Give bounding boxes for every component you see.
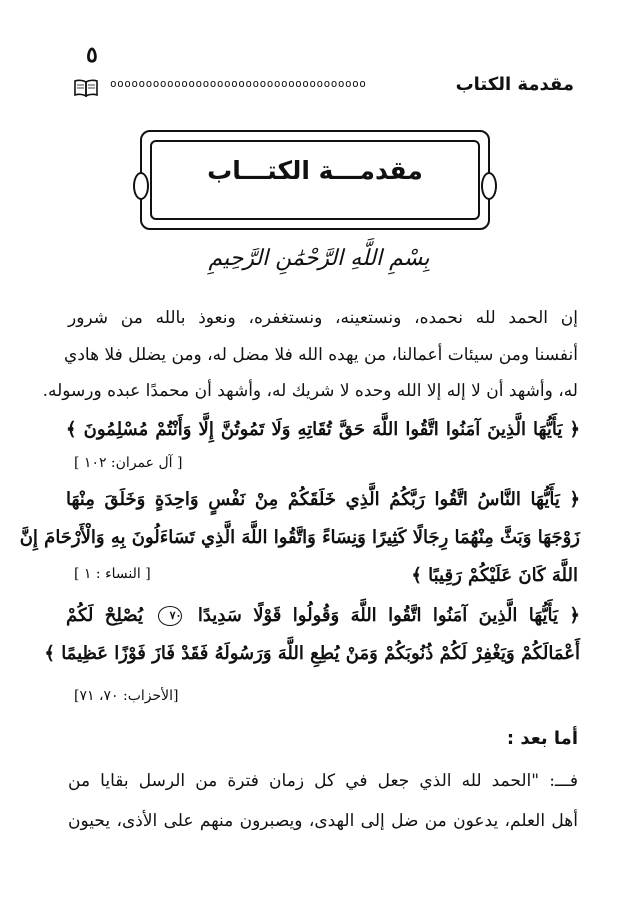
verse-reference-ahzab: [الأحزاب: ٧٠، ٧١] (74, 688, 179, 704)
verse-ahzab-70-line-1 (66, 602, 580, 630)
verse-al-imran-102: ﴿ يَأَيُّهَا الَّذِينَ آمَنُوا اتَّقُوا اللَّهَ حَقَّ تُقَاتِهِ وَلَا تَمُوتُنَّ إِلَّا وَأَنْتُمْ مُسْلِمُونَ ﴾ (66, 419, 580, 440)
verse-reference-al-imran: [ آل عمران: ١٠٢ ] (74, 455, 183, 471)
section-subheading: أما بعد : (506, 728, 578, 749)
running-title: مقدمة الكتاب (455, 74, 574, 95)
verse-ahzab-70-text: ﴿ يَأَيُّهَا الَّذِينَ آمَنُوا اتَّقُوا اللَّهَ وَقُولُوا قَوْلًا سَدِيدًا (197, 605, 580, 626)
verse-nisa-1-line-2: زَوْجَهَا وَبَثَّ مِنْهُمَا رِجَالًا كَثِيرًا وَنِسَاءً وَاتَّقُوا اللَّهَ الَّذِي تَسَاءَلُونَ بِهِ وَالْأَرْحَامَ إِنَّ (19, 527, 580, 548)
intro-line-1: إن الحمد لله نحمده، ونستعينه، ونستغفره، ونعوذ بالله من شرور (68, 308, 578, 328)
body-line-1: فـــ: "الحمد لله الذي جعل في كل زمان فترة من الرسل بقايا من (68, 771, 578, 791)
verse-reference-nisa: [ النساء : ١ ] (74, 566, 151, 582)
verse-nisa-1-line-1: ﴿ يَأَيُّهَا النَّاسُ اتَّقُوا رَبَّكُمُ الَّذِي خَلَقَكُمْ مِنْ نَفْسٍ وَاحِدَةٍ وَخَلَقَ مِنْهَا (66, 489, 580, 510)
verse-ahzab-71-line-2: أَعْمَالَكُمْ وَيَغْفِرْ لَكُمْ ذُنُوبَكُمْ وَمَنْ يُطِعِ اللَّهَ وَرَسُولَهُ فَقَدْ فَازَ فَوْزًا عَظِيمًا ﴾ (44, 643, 580, 664)
intro-line-3: له، وأشهد أن لا إله إلا الله وحده لا شريك له، وأشهد أن محمدًا عبده ورسوله. (42, 381, 578, 401)
header-dotted-rule: oooooooooooooooooooooooooooooooooooo (110, 77, 367, 90)
ayah-number-marker: ٧٠ (158, 606, 182, 626)
open-book-icon (74, 79, 98, 97)
body-line-2: أهل العلم، يدعون من ضل إلى الهدى، ويصبرون منهم على الأذى، يحيون (68, 811, 578, 831)
basmala-calligraphy: بِسْمِ اللَّهِ الرَّحْمَٰنِ الرَّحِيمِ (208, 246, 430, 271)
verse-nisa-1-line-3: اللَّهَ كَانَ عَلَيْكُمْ رَقِيبًا ﴾ (411, 565, 578, 586)
chapter-title: مقدمـــة الكتـــاب (207, 156, 423, 185)
running-header (74, 74, 574, 104)
intro-line-2: أنفسنا ومن سيئات أعمالنا، من يهده الله فلا مضل له، ومن يضلل فلا هادي (64, 345, 578, 365)
verse-ahzab-71-start: يُصْلِحْ لَكُمْ (66, 605, 144, 626)
page-number: ٥ (86, 42, 98, 68)
chapter-title-frame (140, 130, 490, 230)
